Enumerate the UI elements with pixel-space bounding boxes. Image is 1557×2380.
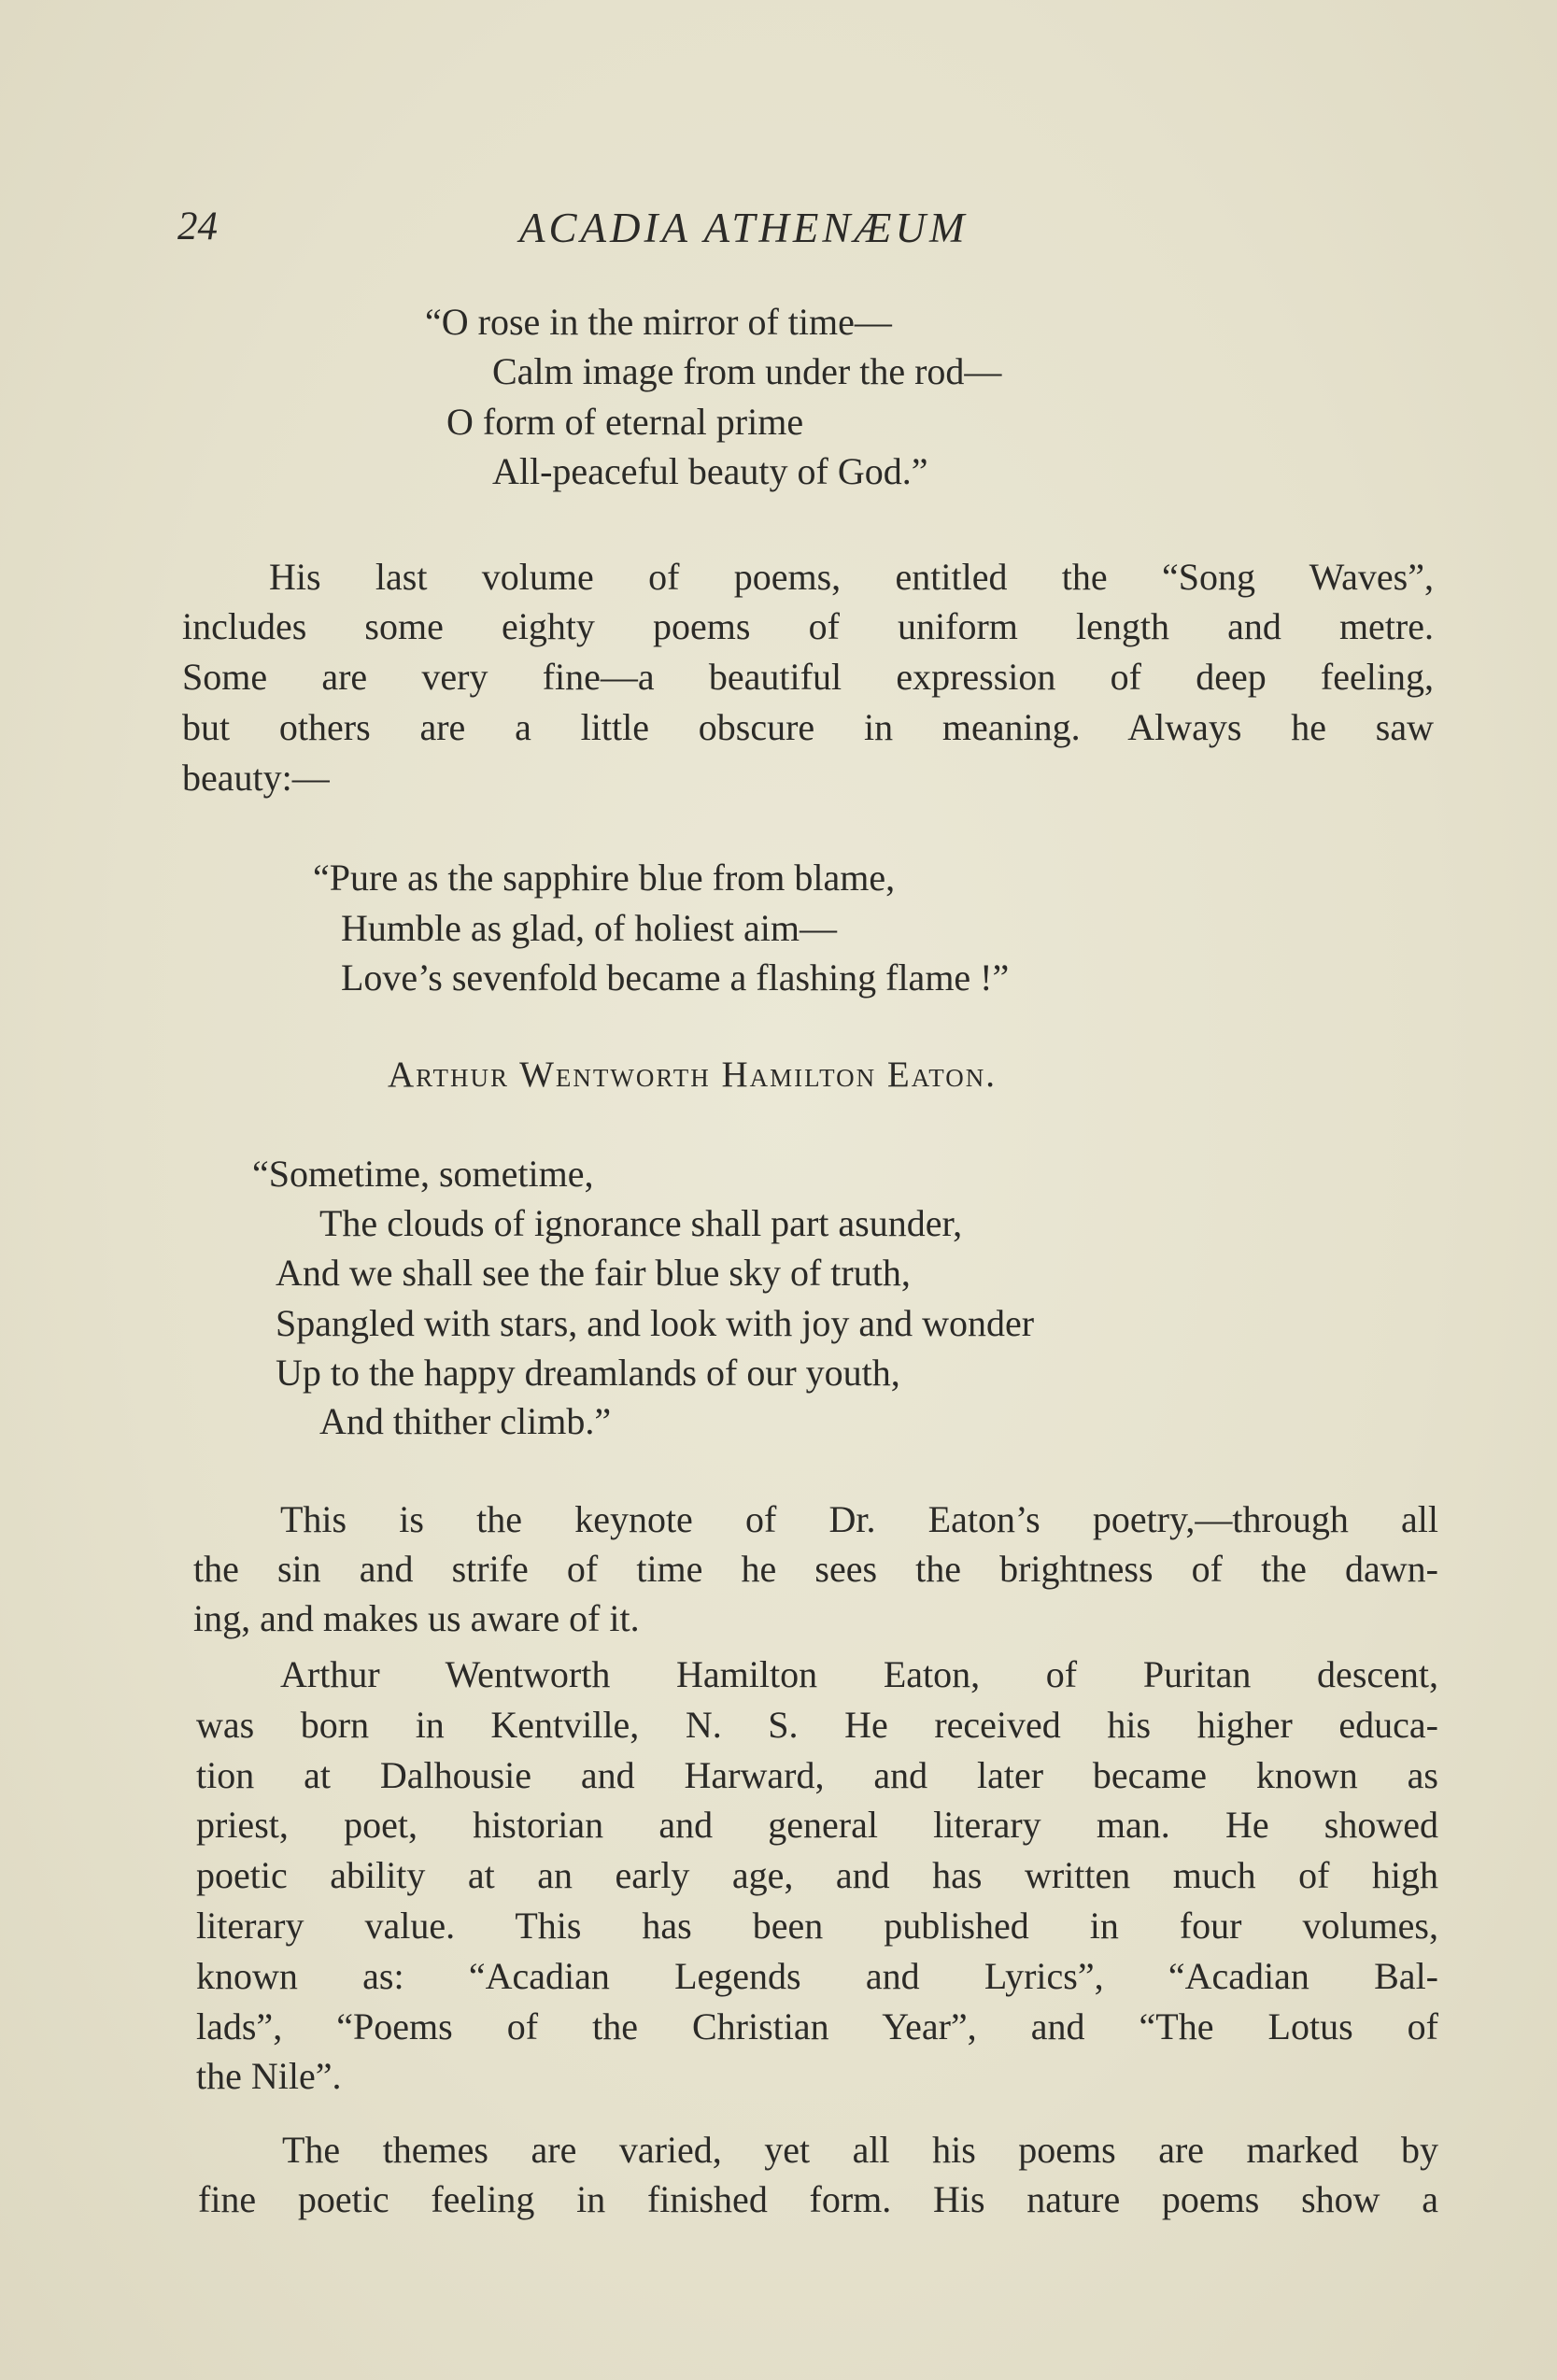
poem3-line: And thither climb.” [319, 1400, 612, 1442]
poem1-line: Calm image from under the rod— [492, 350, 1002, 392]
poem1-line: All-peaceful beauty of God.” [492, 450, 928, 492]
poem2-line: Humble as glad, of holiest aim— [341, 907, 838, 949]
para1-line: but others are a little obscure in meaning. Always he saw [182, 706, 1434, 748]
poem3-line: And we shall see the fair blue sky of truth, [276, 1252, 911, 1294]
para1-line: includes some eighty poems of uniform length and metre. [182, 605, 1434, 647]
poem3-line: Spangled with stars, and look with joy and wonder [276, 1302, 1035, 1344]
para3-line: Arthur Wentworth Hamilton Eaton, of Puritan descent, [280, 1653, 1438, 1695]
poem2-line: “Pure as the sapphire blue from blame, [313, 857, 896, 899]
author-heading: Arthur Wentworth Hamilton Eaton. [388, 1055, 998, 1095]
para2-line: This is the keynote of Dr. Eaton’s poetry,—through all [280, 1498, 1438, 1540]
poem1-line: O form of eternal prime [446, 401, 804, 443]
poem3-line: The clouds of ignorance shall part asunder, [319, 1202, 963, 1244]
para3-line: was born in Kentville, N. S. He received his higher educa- [196, 1704, 1438, 1746]
para4-line: The themes are varied, yet all his poems are marked by [282, 2129, 1438, 2171]
running-title: ACADIA ATHENÆUM [519, 205, 969, 251]
para1-line: Some are very fine—a beautiful expression of deep feeling, [182, 656, 1434, 698]
para3-line: tion at Dalhousie and Harward, and later became known as [196, 1754, 1438, 1796]
para3-line: priest, poet, historian and general literary man. He showed [196, 1804, 1438, 1846]
para2-line: the sin and strife of time he sees the brightness of the dawn- [193, 1548, 1438, 1590]
para2-line: ing, and makes us aware of it. [193, 1597, 640, 1639]
poem3-line: Up to the happy dreamlands of our youth, [276, 1352, 900, 1394]
para3-line: poetic ability at an early age, and has written much of high [196, 1854, 1438, 1896]
para4-line: fine poetic feeling in finished form. His nature poems show a [198, 2178, 1438, 2220]
poem3-line: “Sometime, sometime, [252, 1153, 594, 1195]
para3-line: literary value. This has been published in four volumes, [196, 1905, 1438, 1947]
para1-line: His last volume of poems, entitled the “Song Waves”, [269, 556, 1434, 598]
para3-line: known as: “Acadian Legends and Lyrics”, “Acadian Bal- [196, 1955, 1438, 1997]
para1-line: beauty:— [182, 757, 330, 799]
poem1-line: “O rose in the mirror of time— [425, 301, 892, 343]
poem2-line: Love’s sevenfold became a flashing flame !” [341, 956, 1010, 999]
para3-line: lads”, “Poems of the Christian Year”, and “The Lotus of [196, 2005, 1438, 2047]
page-header [177, 204, 1434, 260]
page-number: 24 [177, 205, 218, 248]
para3-line: the Nile”. [196, 2055, 342, 2097]
